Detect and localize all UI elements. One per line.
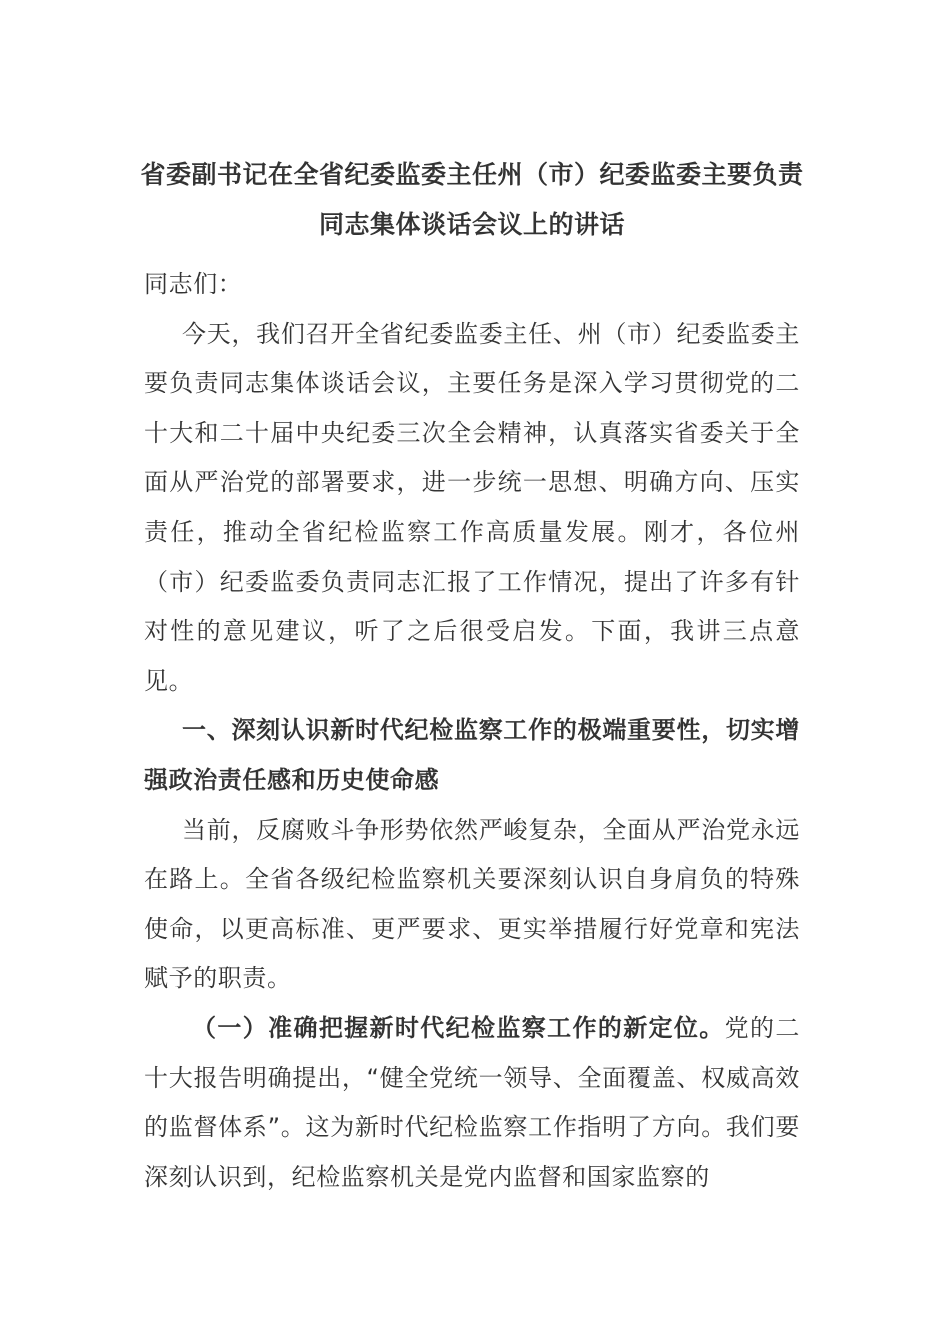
section-heading-1: 一、深刻认识新时代纪检监察工作的极端重要性，切实增强政治责任感和历史使命感	[144, 716, 800, 794]
paragraph-intro: 今天，我们召开全省纪委监委主任、州（市）纪委监委主要负责同志集体谈话会议，主要任务是深入学习贯彻党的二十大和二十届中央纪委三次全会精神，认真落实省委关于全面从严治党的部署要求，进一步统一思想、明确方向、压实责任，推动全省纪检监察工作高质量发展。刚才，各位州（市）纪委监委负责同志汇报了工作情况，提出了许多有针对性的意见建议，听了之后很受启发。下面，我讲三点意见。	[144, 319, 800, 695]
document-title: 省委副书记在全省纪委监委主任州（市）纪委监委主要负责同志集体谈话会议上的讲话	[140, 160, 804, 239]
greeting: 同志们：	[144, 270, 243, 298]
subsection-1-text: 党的二十大报告明确提出，“健全党统一领导、全面覆盖、权威高效的监督体系”。这为新时代纪检监察工作指明了方向。我们要深刻认识到，纪检监察机关是党内监督和国家监察的	[144, 1013, 800, 1191]
document-body	[140, 150, 804, 1202]
paragraph-subsection-1	[144, 1004, 800, 1202]
paragraph-current-situation: 当前，反腐败斗争形势依然严峻复杂，全面从严治党永远在路上。全省各级纪检监察机关要深刻认识自身肩负的特殊使命，以更高标准、更严要求、更实举措履行好党章和宪法赋予的职责。	[144, 815, 800, 993]
subsection-heading-1: （一）准确把握新时代纪检监察工作的新定位。	[192, 1013, 725, 1042]
